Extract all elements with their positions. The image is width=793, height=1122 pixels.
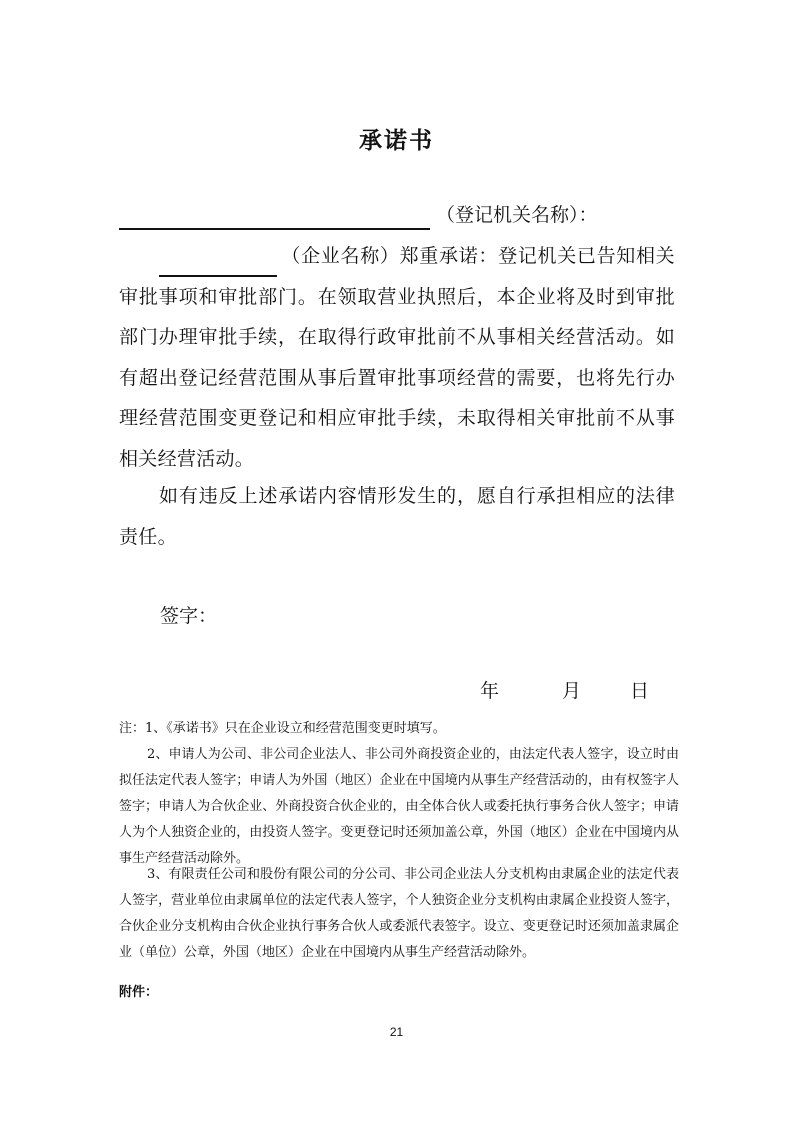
commitment-text: （企业名称）郑重承诺：登记机关已告知相关审批事项和审批部门。在领取营业执照后，本企业将及时到审批部门办理审批手续，在取得行政审批前不从事相关经营活动。如有超出登记经营范围从事后置审批事项经营的需要，也将先行办理经营范围变更登记和相应审批手续，未取得相关审批前不从事相关经营活动。 [119,245,675,470]
addressee-line [119,200,679,230]
liability-paragraph: 如有违反上述承诺内容情形发生的，愿自行承担相应的法律责任。 [119,485,675,548]
note-3: 3、有限责任公司和股份有限公司的分公司、非公司企业法人分支机构由隶属企业的法定代表人签字，营业单位由隶属单位的法定代表人签字，个人独资企业分支机构由隶属企业投资人签字，合伙企业分支机构由合伙企业执行事务合伙人或委派代表签字。设立、变更登记时还须加盖隶属企业（单位）公章，外国（地区）企业在中国境内从事生产经营活动除外。 [119,867,679,960]
date-day-label: 日 [630,680,650,702]
attachment-label: 附件： [119,985,159,1000]
company-name-blank[interactable] [159,253,277,277]
signature-label: 签字： [160,605,218,627]
date-year-label: 年 [480,680,500,702]
document-title: 承诺书 [359,127,434,154]
addressee-suffix: （登记机关名称）： [436,204,598,226]
page-number: 21 [389,1025,404,1039]
date-month-label: 月 [562,680,582,702]
registration-authority-blank[interactable] [119,206,430,230]
commitment-paragraph [119,236,675,479]
date-line [480,676,680,706]
note-1: 注：1、《承诺书》只在企业设立和经营范围变更时填写。 [119,721,446,736]
note-2: 2、申请人为公司、非公司企业法人、非公司外商投资企业的，由法定代表人签字，设立时由拟任法定代表人签字；申请人为外国（地区）企业在中国境内从事生产经营活动的，由有权签字人签字；申请人为合伙企业、外商投资合伙企业的，由全体合伙人或委托执行事务合伙人签字；申请人为个人独资企业的，由投资人签字。变更登记时还须加盖公章，外国（地区）企业在中国境内从事生产经营活动除外。 [119,747,679,866]
